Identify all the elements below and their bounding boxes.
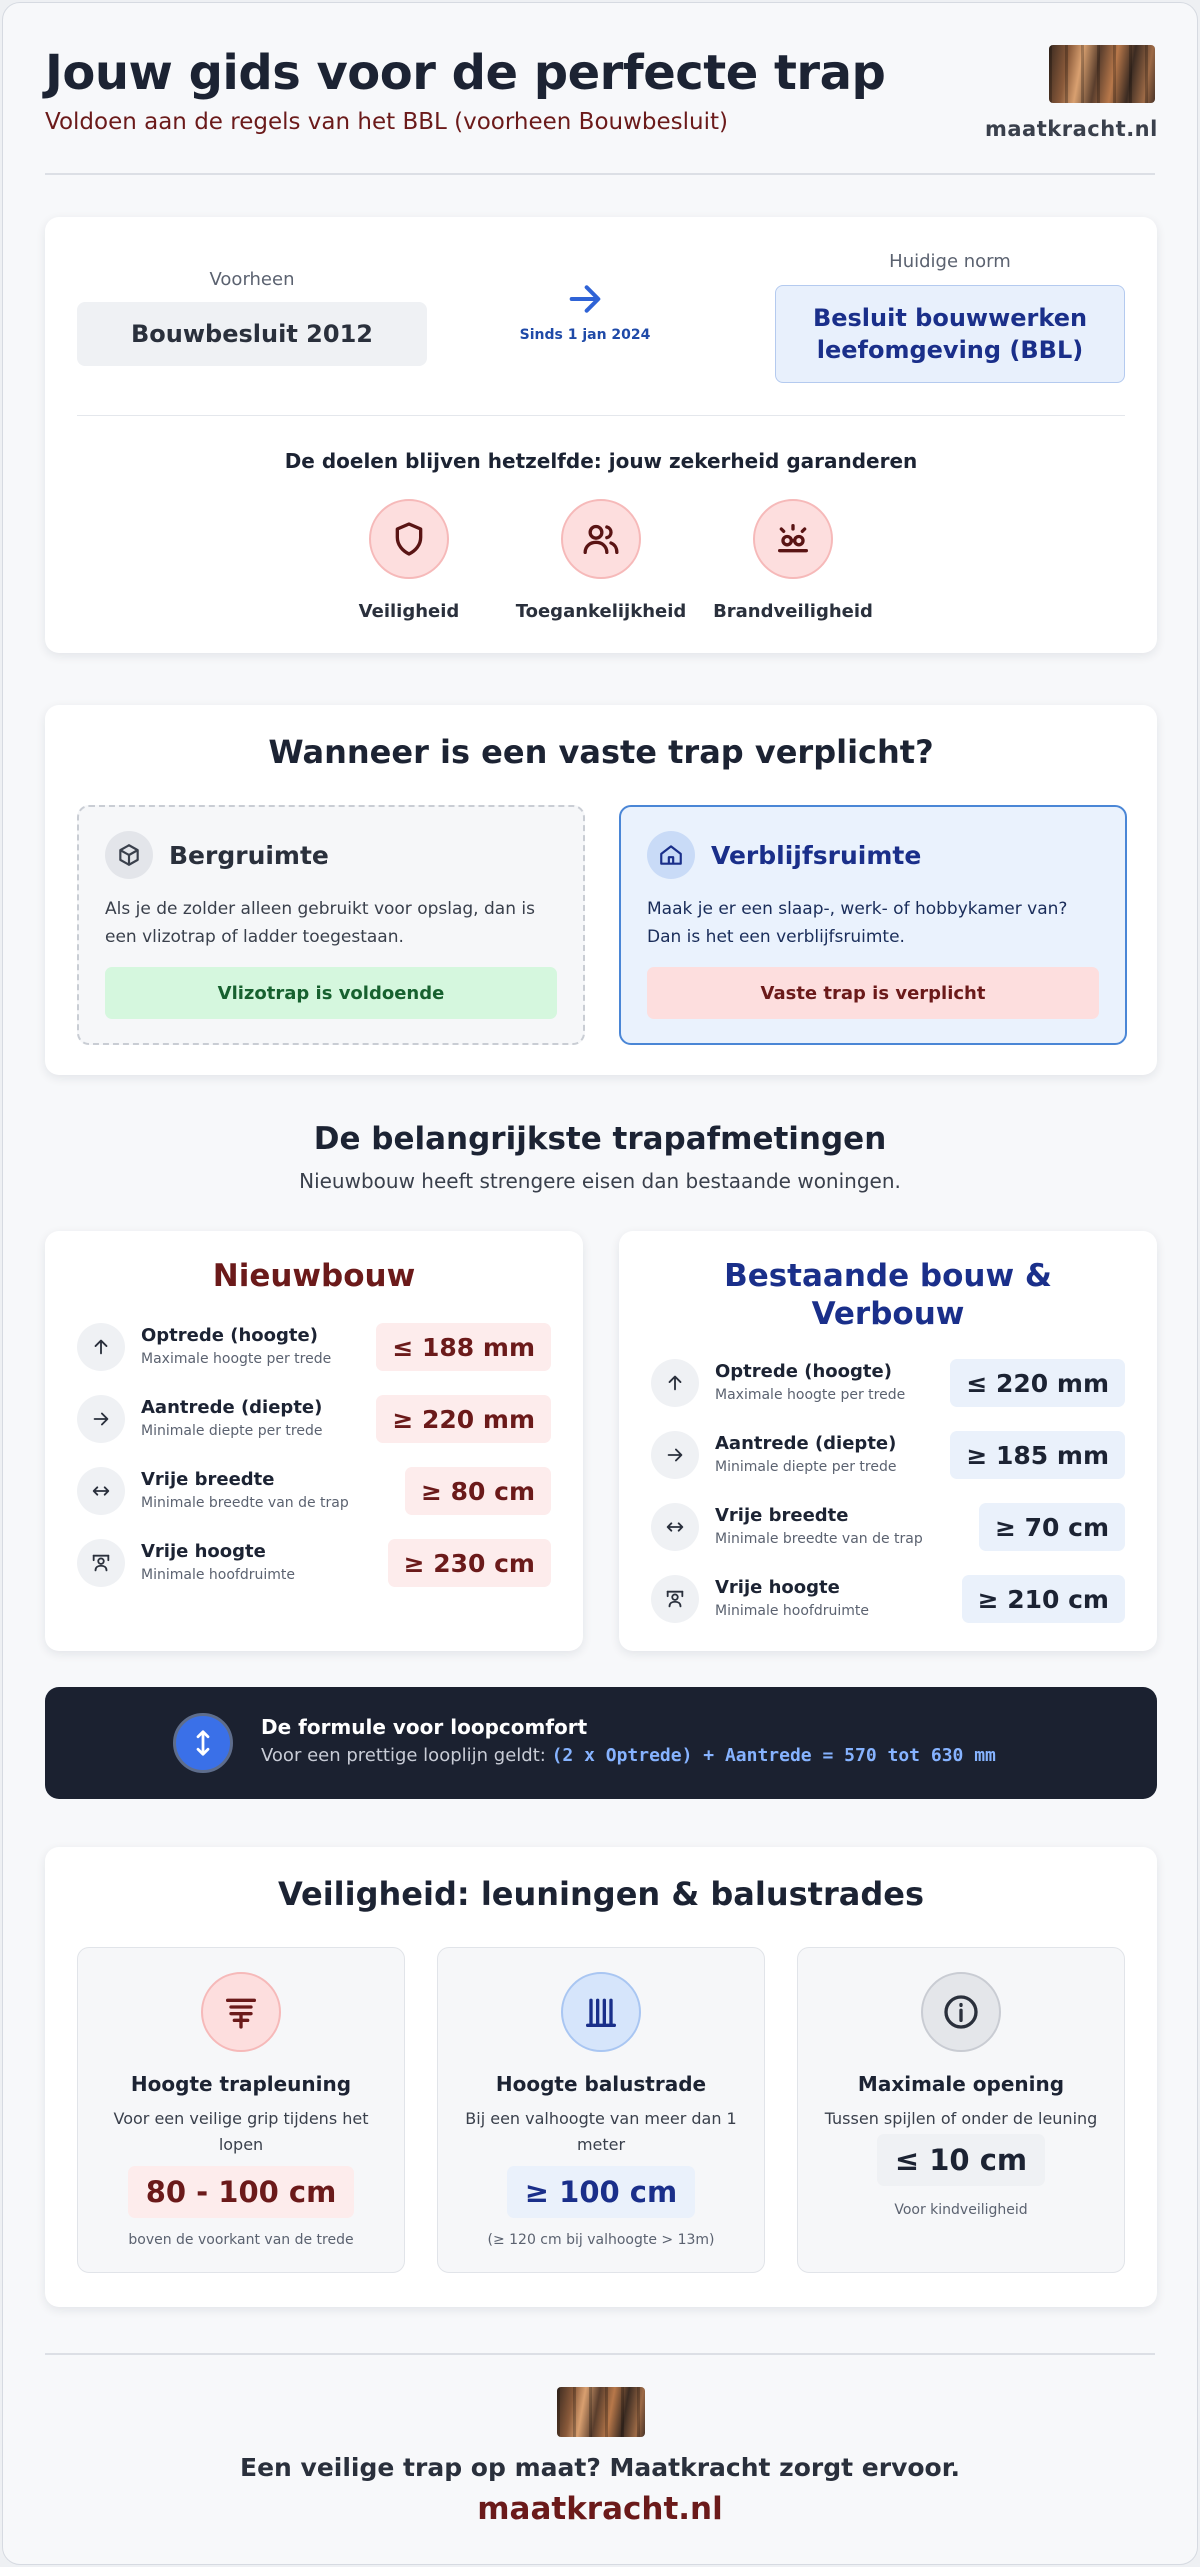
balustrade-height-value: ≥ 100 cm — [507, 2166, 695, 2218]
max-opening-value: ≤ 10 cm — [877, 2134, 1045, 2186]
footer-tagline: Een veilige trap op maat? Maatkracht zorgt ervoor. — [240, 2453, 960, 2482]
safety-item-opening: Maximale opening Tussen spijlen of onder de leuning ≤ 10 cm Voor kindveiligheid — [797, 1947, 1125, 2273]
dimension-row: Aantrede (diepte) Minimale diepte per trede ≥ 185 mm — [651, 1431, 1125, 1483]
users-icon — [581, 519, 621, 559]
storage-title: Bergruimte — [169, 840, 329, 870]
brand-block — [985, 45, 1158, 141]
storage-option — [77, 805, 585, 1045]
living-desc: Maak je er een slaap-, werk- of hobbykamer van? Dan is het een verblijfsruimte. — [647, 899, 1068, 947]
header — [45, 45, 1158, 175]
brand-name: maatkracht.nl — [985, 117, 1158, 141]
arrow-right-icon — [664, 1444, 686, 1466]
goal-fire-safety: Brandveiligheid — [693, 499, 893, 622]
dimension-row: Vrije breedte Minimale breedte van de trap ≥ 70 cm — [651, 1503, 1125, 1555]
infographic-page — [2, 2, 1198, 2565]
dimension-row: Vrije hoogte Minimale hoofdruimte ≥ 210 cm — [651, 1575, 1125, 1627]
norm-card — [45, 217, 1157, 653]
living-option — [619, 805, 1127, 1045]
arrow-up-icon — [90, 1336, 112, 1358]
storage-desc: Als je de zolder alleen gebruikt voor opslag, dan is een vlizotrap of ladder toegestaan. — [105, 899, 535, 947]
new-norm-box: Besluit bouwwerken leefomgeving (BBL) — [775, 285, 1125, 383]
new-build-title: Nieuwbouw — [212, 1258, 416, 1294]
required-title: Wanneer is een vaste trap verplicht? — [268, 733, 934, 771]
arrow-right-icon — [90, 1408, 112, 1430]
handrail-icon — [221, 1992, 261, 2032]
width-icon — [90, 1480, 112, 1502]
safety-item-balustrade: Hoogte balustrade Bij een valhoogte van meer dan 1 meter ≥ 100 cm (≥ 120 cm bij valhoogte > 13m) — [437, 1947, 765, 2273]
living-verdict: Vaste trap is verplicht — [647, 967, 1099, 1019]
handrail-height-value: 80 - 100 cm — [128, 2166, 355, 2218]
safety-item-handrail: Hoogte trapleuning Voor een veilige grip tijdens het lopen 80 - 100 cm boven de voorkant van de trede — [77, 1947, 405, 2273]
formula-text: Voor een prettige looplijn geldt: (2 x Optrede) + Aantrede = 570 tot 630 mm — [261, 1745, 996, 1766]
old-norm-label: Voorheen — [209, 269, 295, 290]
transition — [495, 279, 675, 343]
box-icon — [116, 842, 142, 868]
living-title: Verblijfsruimte — [711, 840, 922, 870]
existing-build-card — [619, 1231, 1157, 1651]
dimension-row: Optrede (hoogte) Maximale hoogte per trede ≤ 188 mm — [77, 1323, 551, 1375]
safety-card — [45, 1847, 1157, 2307]
goals-title: De doelen blijven hetzelfde: jouw zekerheid garanderen — [284, 449, 918, 473]
shield-icon — [389, 519, 429, 559]
home-icon — [658, 842, 684, 868]
footer-staircase-photo — [557, 2387, 645, 2437]
info-icon — [941, 1992, 981, 2032]
headroom-icon — [90, 1552, 112, 1574]
formula-code: (2 x Optrede) + Aantrede = 570 tot 630 mm — [551, 1745, 996, 1766]
arrow-right-icon — [565, 279, 605, 319]
storage-verdict: Vlizotrap is voldoende — [105, 967, 557, 1019]
existing-build-title: Bestaande bouw & Verbouw — [724, 1258, 1052, 1332]
old-norm-box: Bouwbesluit 2012 — [77, 302, 427, 366]
width-icon — [664, 1516, 686, 1538]
arrow-up-icon — [664, 1372, 686, 1394]
dimension-row: Aantrede (diepte) Minimale diepte per trede ≥ 220 mm — [77, 1395, 551, 1447]
staircase-photo — [1049, 45, 1155, 103]
footer-brand: maatkracht.nl — [477, 2491, 723, 2527]
required-card — [45, 705, 1157, 1075]
dimensions-title: De belangrijkste trapafmetingen — [313, 1121, 887, 1157]
comfort-formula-banner — [45, 1687, 1157, 1799]
dimension-row: Vrije breedte Minimale breedte van de trap ≥ 80 cm — [77, 1467, 551, 1519]
divider — [77, 415, 1125, 416]
page-subtitle: Voldoen aan de regels van het BBL (voorheen Bouwbesluit) — [45, 109, 728, 135]
new-norm-label: Huidige norm — [889, 251, 1011, 272]
footer-divider — [45, 2353, 1155, 2355]
vertical-arrows-icon — [188, 1728, 218, 1758]
since-date: Sinds 1 jan 2024 — [519, 327, 651, 343]
safety-title: Veiligheid: leuningen & balustrades — [277, 1875, 924, 1913]
dimension-row: Vrije hoogte Minimale hoofdruimte ≥ 230 cm — [77, 1539, 551, 1591]
page-title: Jouw gids voor de perfecte trap — [45, 45, 886, 101]
dimension-row: Optrede (hoogte) Maximale hoogte per trede ≤ 220 mm — [651, 1359, 1125, 1411]
goal-safety: Veiligheid — [309, 499, 509, 622]
balustrade-icon — [581, 1992, 621, 2032]
dimensions-subtitle: Nieuwbouw heeft strengere eisen dan bestaande woningen. — [299, 1169, 901, 1193]
formula-title: De formule voor loopcomfort — [261, 1715, 588, 1739]
new-build-card — [45, 1231, 583, 1651]
fire-safety-icon — [773, 519, 813, 559]
headroom-icon — [664, 1588, 686, 1610]
goal-accessibility: Toegankelijkheid — [501, 499, 701, 622]
